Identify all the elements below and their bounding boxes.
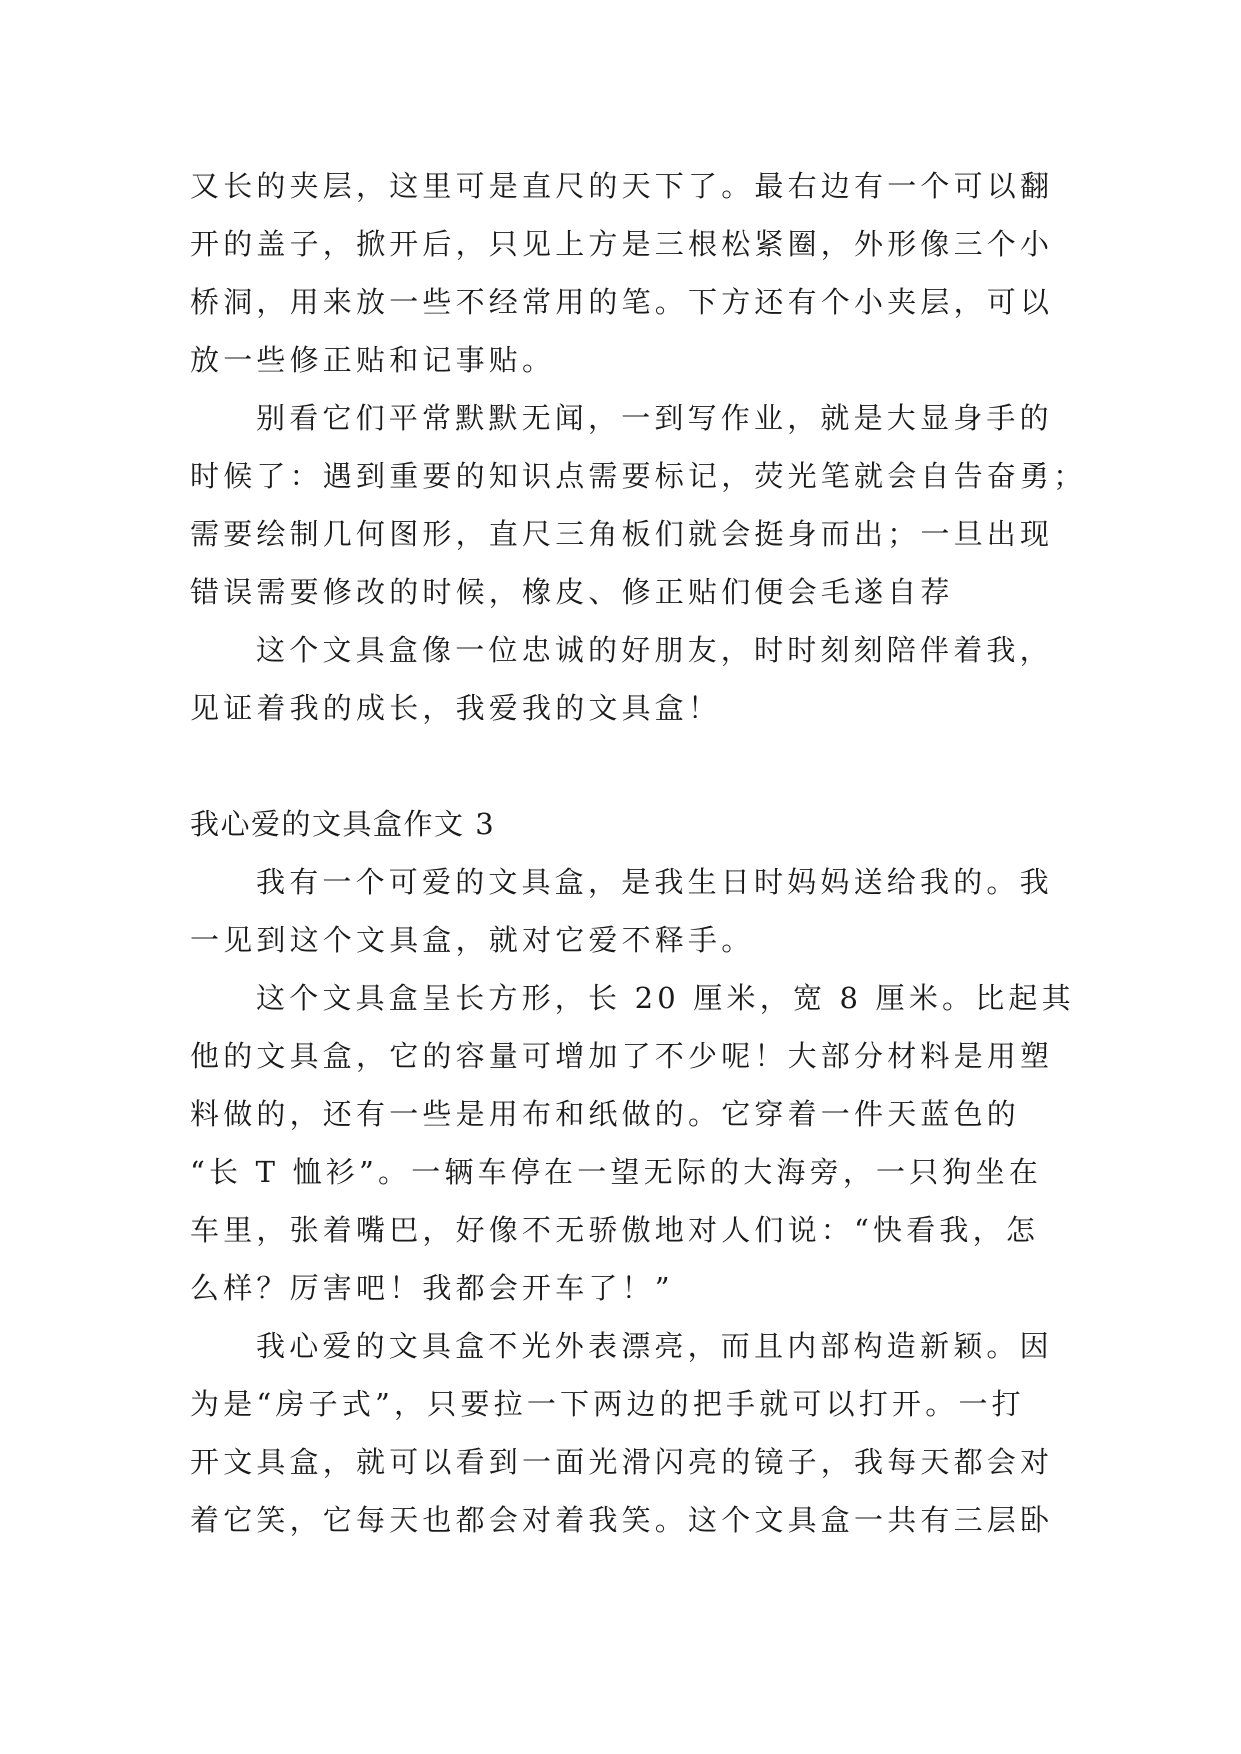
text-line: 车里，张着嘴巴，好像不无骄傲地对人们说：“快看我，怎	[190, 1213, 1040, 1247]
text-line: 开文具盒，就可以看到一面光滑闪亮的镜子，我每天都会对	[190, 1445, 1054, 1479]
text-line: 放一些修正贴和记事贴。	[190, 343, 556, 377]
text-line: 他的文具盒，它的容量可增加了不少呢！大部分材料是用塑	[190, 1039, 1054, 1073]
text-line: 见证着我的成长，我爱我的文具盒！	[190, 691, 722, 725]
paragraph-intro	[190, 853, 1060, 969]
text-line: 这个文具盒像一位忠诚的好朋友，时时刻刻陪伴着我，	[256, 633, 1053, 667]
text-line: 这个文具盒呈长方形，长 20 厘米，宽 8 厘米。比起其	[256, 981, 1075, 1015]
document-body	[190, 157, 1087, 1549]
text-line: “长 T 恤衫”。一辆车停在一望无际的大海旁，一只狗坐在	[190, 1155, 1043, 1189]
paragraph-continued	[190, 157, 1060, 389]
paragraph-interior	[190, 1317, 1060, 1549]
text-line: 一见到这个文具盒，就对它爱不释手。	[190, 923, 755, 957]
text-line: 我有一个可爱的文具盒，是我生日时妈妈送给我的。我	[256, 865, 1053, 899]
text-line: 开的盖子，掀开后，只见上方是三根松紧圈，外形像三个小	[190, 227, 1054, 261]
text-line: 着它笑，它每天也都会对着我笑。这个文具盒一共有三层卧	[190, 1503, 1054, 1537]
text-line: 需要绘制几何图形，直尺三角板们就会挺身而出；一旦出现	[190, 517, 1054, 551]
paragraph-conclusion	[190, 621, 1060, 737]
paragraph-homework	[190, 389, 1087, 621]
text-line: 料做的，还有一些是用布和纸做的。它穿着一件天蓝色的	[190, 1097, 1021, 1131]
text-line: 错误需要修改的时候，橡皮、修正贴们便会毛遂自荐	[190, 575, 954, 609]
text-line: 为是“房子式”，只要拉一下两边的把手就可以打开。一打	[190, 1387, 1025, 1421]
essay-heading: 我心爱的文具盒作文 3	[190, 807, 496, 841]
text-line: 桥洞，用来放一些不经常用的笔。下方还有个小夹层，可以	[190, 285, 1054, 319]
text-line: 别看它们平常默默无闻，一到写作业，就是大显身手的	[256, 401, 1053, 435]
paragraph-appearance	[190, 969, 1075, 1317]
text-line: 么样？厉害吧！我都会开车了！”	[190, 1271, 674, 1305]
text-line: 又长的夹层，这里可是直尺的天下了。最右边有一个可以翻	[190, 169, 1054, 203]
text-line: 我心爱的文具盒不光外表漂亮，而且内部构造新颖。因	[256, 1329, 1053, 1363]
text-line: 时候了：遇到重要的知识点需要标记，荧光笔就会自告奋勇；	[190, 459, 1087, 493]
section-gap	[190, 737, 1060, 795]
